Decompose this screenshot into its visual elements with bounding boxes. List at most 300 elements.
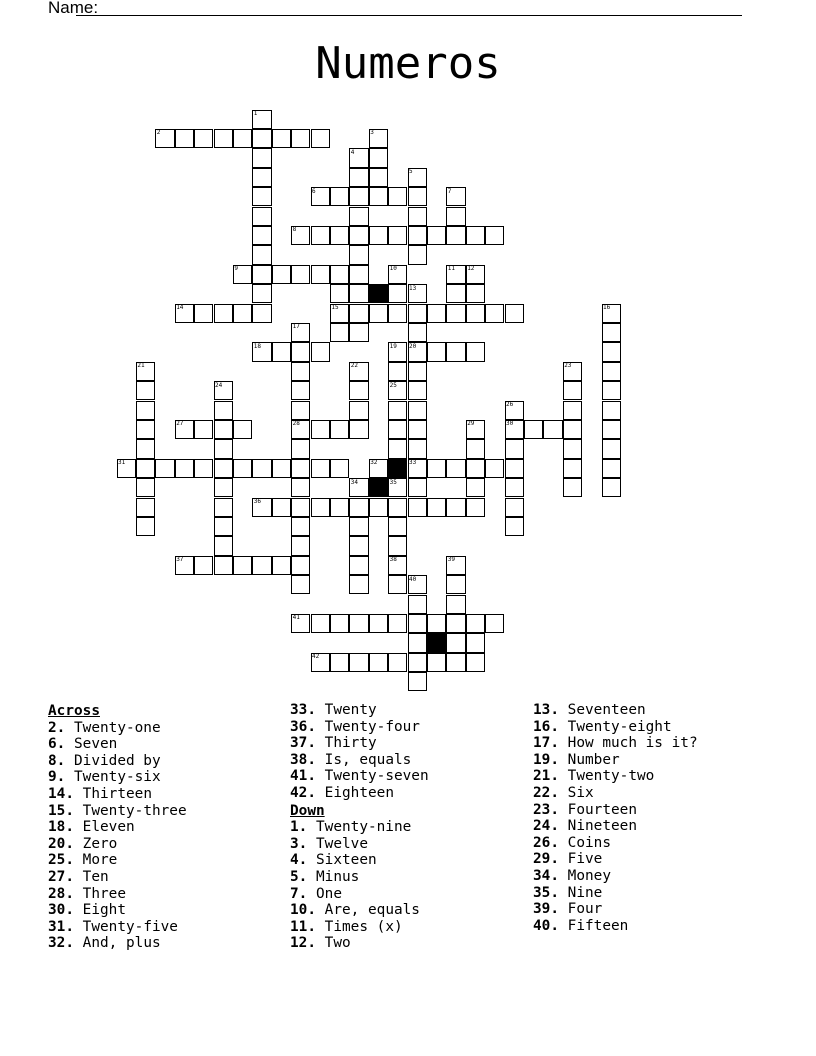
grid-cell[interactable] <box>291 575 310 594</box>
clue-number-label: 3 <box>370 129 374 137</box>
across-heading: Across <box>48 703 100 719</box>
grid-cell[interactable] <box>291 439 310 458</box>
grid-cell[interactable] <box>505 478 524 497</box>
grid-cell[interactable] <box>233 129 252 148</box>
grid-cell[interactable] <box>369 304 388 323</box>
clue-number-label: 16 <box>603 304 611 311</box>
grid-cell[interactable] <box>252 168 271 187</box>
grid-cell[interactable] <box>543 420 562 439</box>
grid-cell[interactable] <box>446 653 465 672</box>
grid-cell[interactable] <box>485 226 504 245</box>
grid-cell[interactable] <box>349 498 368 517</box>
clue-item <box>48 852 187 869</box>
clue-number: 27. <box>48 868 74 885</box>
clue-item <box>290 869 429 886</box>
grid-cell[interactable] <box>408 401 427 420</box>
grid-cell[interactable] <box>233 420 252 439</box>
clue-number: 19. <box>533 751 559 768</box>
clue-number-label: 22 <box>350 362 359 370</box>
grid-cell[interactable] <box>563 459 582 478</box>
clue-number-label: 24 <box>215 381 223 389</box>
grid-cell[interactable] <box>408 226 427 245</box>
clue-text: Seventeen <box>567 702 646 718</box>
grid-cell[interactable] <box>369 498 388 517</box>
grid-cell[interactable] <box>446 633 465 652</box>
grid-cell[interactable] <box>136 517 155 536</box>
grid-cell[interactable] <box>311 498 330 517</box>
grid-cell[interactable] <box>272 265 291 284</box>
clue-text: Five <box>567 851 603 868</box>
clue-number-label: 32 <box>370 459 378 467</box>
grid-cell[interactable] <box>291 459 310 478</box>
grid-cell[interactable] <box>563 439 582 458</box>
grid-cell[interactable] <box>466 498 485 517</box>
grid-cell[interactable] <box>446 304 465 323</box>
grid-cell[interactable] <box>252 187 271 206</box>
grid-cell[interactable] <box>214 478 233 497</box>
clue-number: 16. <box>533 718 559 735</box>
grid-cell[interactable] <box>388 536 407 555</box>
grid-cell[interactable] <box>505 304 524 323</box>
clue-text: Twenty-nine <box>316 819 412 836</box>
grid-cell[interactable] <box>388 284 407 303</box>
clue-item <box>48 769 187 786</box>
grid-cell[interactable] <box>602 381 621 400</box>
grid-cell[interactable] <box>330 226 349 245</box>
grid-cell[interactable] <box>311 265 330 284</box>
clue-number-label: 31 <box>118 459 126 467</box>
grid-cell[interactable] <box>214 498 233 517</box>
clue-number: 41. <box>290 768 316 785</box>
grid-cell[interactable] <box>446 614 465 633</box>
clue-text: Seven <box>74 736 118 753</box>
grid-cell[interactable] <box>388 575 407 594</box>
grid-cell[interactable] <box>136 498 155 517</box>
clue-number: 22. <box>533 784 559 801</box>
clue-text: How much is it? <box>567 735 698 752</box>
grid-cell[interactable] <box>408 478 427 497</box>
grid-cell[interactable] <box>369 226 388 245</box>
grid-cell[interactable] <box>214 459 233 478</box>
clue-number: 5. <box>290 868 308 885</box>
grid-cell[interactable] <box>446 595 465 614</box>
grid-cell[interactable] <box>349 168 368 187</box>
clue-item <box>290 785 429 802</box>
grid-cell[interactable] <box>291 517 310 536</box>
clue-number-label: 25 <box>389 381 397 389</box>
clue-column-2 <box>290 702 429 952</box>
clue-number-label: 28 <box>292 420 300 428</box>
clue-text: Twenty-six <box>74 769 161 786</box>
clue-number: 11. <box>290 918 316 935</box>
grid-cell[interactable] <box>233 459 252 478</box>
grid-cell[interactable] <box>446 284 465 303</box>
grid-cell[interactable] <box>408 323 427 342</box>
grid-cell[interactable] <box>330 284 349 303</box>
grid-cell[interactable] <box>136 439 155 458</box>
grid-cell[interactable] <box>349 381 368 400</box>
grid-cell[interactable] <box>602 420 621 439</box>
grid-cell[interactable] <box>291 342 310 361</box>
grid-cell[interactable] <box>369 148 388 167</box>
grid-cell[interactable] <box>427 653 446 672</box>
grid-cell[interactable] <box>330 187 349 206</box>
clue-text: Money <box>567 867 611 884</box>
grid-cell[interactable] <box>388 226 407 245</box>
grid-cell[interactable] <box>349 536 368 555</box>
grid-cell[interactable] <box>466 342 485 361</box>
grid-cell[interactable] <box>427 498 446 517</box>
grid-cell[interactable] <box>602 478 621 497</box>
clue-number-label: 9 <box>234 265 239 273</box>
clue-item <box>290 752 429 769</box>
grid-cell[interactable] <box>369 614 388 633</box>
grid-cell[interactable] <box>272 129 291 148</box>
grid-cell[interactable] <box>505 459 524 478</box>
clue-text: Two <box>324 935 351 952</box>
grid-cell[interactable] <box>291 478 310 497</box>
clue-number-label: 12 <box>467 265 475 273</box>
clue-column-3 <box>533 702 698 934</box>
grid-cell[interactable] <box>291 536 310 555</box>
clue-text: Twenty-two <box>567 768 655 785</box>
grid-cell[interactable] <box>136 478 155 497</box>
grid-cell[interactable] <box>252 459 271 478</box>
clue-item <box>48 753 187 770</box>
grid-cell[interactable] <box>252 226 271 245</box>
grid-cell[interactable] <box>408 420 427 439</box>
grid-cell[interactable] <box>408 439 427 458</box>
grid-cell[interactable] <box>330 498 349 517</box>
grid-cell[interactable] <box>427 614 446 633</box>
grid-cell[interactable] <box>194 304 213 323</box>
grid-cell[interactable] <box>330 265 349 284</box>
grid-cell[interactable] <box>388 187 407 206</box>
grid-cell[interactable] <box>466 304 485 323</box>
grid-cell[interactable] <box>330 420 349 439</box>
grid-cell[interactable] <box>214 439 233 458</box>
clue-number: 14. <box>48 785 74 802</box>
grid-cell[interactable] <box>272 342 291 361</box>
clue-number-label: 42 <box>312 653 320 661</box>
grid-cell[interactable] <box>427 342 446 361</box>
grid-cell[interactable] <box>155 459 174 478</box>
clue-number-label: 40 <box>409 575 417 583</box>
grid-cell[interactable] <box>388 420 407 439</box>
grid-cell[interactable] <box>349 517 368 536</box>
grid-cell[interactable] <box>602 459 621 478</box>
grid-cell[interactable] <box>252 304 271 323</box>
grid-cell[interactable] <box>466 226 485 245</box>
clue-number-label: 13 <box>409 284 417 292</box>
clue-number-label: 7 <box>447 187 452 195</box>
grid-cell[interactable] <box>349 245 368 264</box>
grid-cell[interactable] <box>408 207 427 226</box>
clue-text: Divided by <box>74 752 161 769</box>
grid-cell[interactable] <box>194 129 213 148</box>
grid-cell[interactable] <box>349 614 368 633</box>
grid-cell[interactable] <box>446 459 465 478</box>
grid-cell[interactable] <box>252 245 271 264</box>
grid-cell[interactable] <box>369 653 388 672</box>
grid-cell[interactable] <box>602 401 621 420</box>
grid-cell[interactable] <box>252 129 271 148</box>
grid-cell[interactable] <box>349 556 368 575</box>
clue-number: 20. <box>48 835 74 852</box>
grid-cell[interactable] <box>330 614 349 633</box>
grid-cell[interactable] <box>272 459 291 478</box>
clue-number-label: 41 <box>292 614 300 622</box>
clue-number: 18. <box>48 819 74 836</box>
grid-cell[interactable] <box>602 439 621 458</box>
grid-cell[interactable] <box>311 226 330 245</box>
clue-number: 38. <box>290 751 316 768</box>
clue-item <box>48 720 187 737</box>
clue-item <box>48 869 187 886</box>
grid-cell[interactable] <box>408 304 427 323</box>
clue-item <box>533 735 698 752</box>
clue-number-label: 11 <box>447 265 456 273</box>
grid-cell[interactable] <box>214 304 233 323</box>
clue-number-label: 21 <box>137 362 145 370</box>
grid-cell[interactable] <box>408 381 427 400</box>
grid-cell[interactable] <box>446 575 465 594</box>
grid-cell[interactable] <box>291 498 310 517</box>
clue-number: 25. <box>48 852 74 869</box>
grid-cell[interactable] <box>311 420 330 439</box>
clue-text: Eighteen <box>324 784 394 801</box>
grid-cell[interactable] <box>194 556 213 575</box>
grid-cell[interactable] <box>136 459 155 478</box>
grid-cell[interactable] <box>214 129 233 148</box>
grid-cell[interactable] <box>466 439 485 458</box>
grid-cell[interactable] <box>349 653 368 672</box>
clue-number: 29. <box>533 851 559 868</box>
grid-cell[interactable] <box>233 556 252 575</box>
grid-cell[interactable] <box>194 420 213 439</box>
grid-cell[interactable] <box>252 207 271 226</box>
clue-text: Is, equals <box>324 751 412 768</box>
clue-item <box>533 768 698 785</box>
grid-cell[interactable] <box>272 498 291 517</box>
grid-cell[interactable] <box>291 556 310 575</box>
clue-number: 9. <box>48 769 66 786</box>
clue-item <box>533 818 698 835</box>
black-square <box>369 284 388 303</box>
grid-cell[interactable] <box>408 187 427 206</box>
grid-cell[interactable] <box>252 284 271 303</box>
clue-item <box>290 919 429 936</box>
clue-item <box>48 886 187 903</box>
grid-cell[interactable] <box>408 498 427 517</box>
grid-cell[interactable] <box>349 401 368 420</box>
grid-cell[interactable] <box>330 459 349 478</box>
grid-cell[interactable] <box>524 420 543 439</box>
clue-item <box>290 702 429 719</box>
grid-cell[interactable] <box>349 323 368 342</box>
grid-cell[interactable] <box>194 459 213 478</box>
grid-cell[interactable] <box>466 459 485 478</box>
clue-item <box>533 802 698 819</box>
grid-cell[interactable] <box>408 633 427 652</box>
clue-item <box>290 735 429 752</box>
grid-cell[interactable] <box>291 381 310 400</box>
clue-item <box>290 836 429 853</box>
grid-cell[interactable] <box>175 129 194 148</box>
grid-cell[interactable] <box>446 226 465 245</box>
grid-cell[interactable] <box>446 498 465 517</box>
clue-number: 6. <box>48 736 66 753</box>
clue-item <box>290 935 429 952</box>
grid-cell[interactable] <box>466 284 485 303</box>
grid-cell[interactable] <box>311 129 330 148</box>
clue-text: Thirteen <box>82 785 152 802</box>
grid-cell[interactable] <box>252 148 271 167</box>
grid-cell[interactable] <box>408 595 427 614</box>
grid-cell[interactable] <box>388 614 407 633</box>
grid-cell[interactable] <box>446 342 465 361</box>
clue-number-label: 34 <box>350 478 359 486</box>
grid-cell[interactable] <box>466 633 485 652</box>
clue-number-label: 8 <box>292 226 297 234</box>
grid-cell[interactable] <box>349 187 368 206</box>
grid-cell[interactable] <box>563 478 582 497</box>
grid-cell[interactable] <box>136 420 155 439</box>
grid-cell[interactable] <box>388 517 407 536</box>
grid-cell[interactable] <box>408 362 427 381</box>
grid-cell[interactable] <box>388 498 407 517</box>
clue-number: 42. <box>290 784 316 801</box>
grid-cell[interactable] <box>233 304 252 323</box>
clue-number-label: 5 <box>409 168 413 176</box>
clue-number: 33. <box>290 702 316 718</box>
clue-number-label: 1 <box>253 110 258 117</box>
grid-cell[interactable] <box>349 304 368 323</box>
clue-text: Twelve <box>316 835 368 852</box>
name-input-line[interactable] <box>76 15 742 16</box>
grid-cell[interactable] <box>505 517 524 536</box>
grid-cell[interactable] <box>349 226 368 245</box>
clue-number-label: 19 <box>389 342 397 350</box>
clue-number: 17. <box>533 735 559 752</box>
grid-cell[interactable] <box>330 653 349 672</box>
clue-item <box>290 852 429 869</box>
grid-cell[interactable] <box>505 498 524 517</box>
grid-cell[interactable] <box>291 265 310 284</box>
grid-cell[interactable] <box>446 207 465 226</box>
grid-cell[interactable] <box>175 459 194 478</box>
grid-cell[interactable] <box>311 614 330 633</box>
black-square <box>388 459 407 478</box>
grid-cell[interactable] <box>214 556 233 575</box>
grid-cell[interactable] <box>291 129 310 148</box>
grid-cell[interactable] <box>369 168 388 187</box>
clue-item <box>533 885 698 902</box>
clue-text: Nineteen <box>567 818 637 835</box>
grid-cell[interactable] <box>427 226 446 245</box>
grid-cell[interactable] <box>214 401 233 420</box>
clue-item <box>48 902 187 919</box>
grid-cell[interactable] <box>466 478 485 497</box>
grid-cell[interactable] <box>349 284 368 303</box>
grid-cell[interactable] <box>602 362 621 381</box>
grid-cell[interactable] <box>408 245 427 264</box>
grid-cell[interactable] <box>349 420 368 439</box>
clue-number-label: 15 <box>331 304 339 311</box>
grid-cell[interactable] <box>252 265 271 284</box>
grid-cell[interactable] <box>388 362 407 381</box>
clue-number-label: 26 <box>506 401 514 408</box>
puzzle-title: Numeros <box>315 38 501 89</box>
clue-number: 15. <box>48 802 74 819</box>
grid-cell[interactable] <box>214 536 233 555</box>
grid-cell[interactable] <box>369 187 388 206</box>
clue-number: 23. <box>533 801 559 818</box>
clue-number: 31. <box>48 918 74 935</box>
grid-cell[interactable] <box>252 556 271 575</box>
clue-text: Fifteen <box>567 917 629 934</box>
grid-cell[interactable] <box>136 381 155 400</box>
clue-item <box>533 785 698 802</box>
clue-item <box>48 803 187 820</box>
grid-cell[interactable] <box>485 614 504 633</box>
grid-cell[interactable] <box>466 614 485 633</box>
grid-cell[interactable] <box>330 323 349 342</box>
clue-column-1 <box>48 702 187 952</box>
grid-cell[interactable] <box>485 459 504 478</box>
clue-item <box>48 935 187 952</box>
grid-cell[interactable] <box>388 401 407 420</box>
grid-cell[interactable] <box>563 420 582 439</box>
grid-cell[interactable] <box>505 439 524 458</box>
clue-number-label: 33 <box>409 459 417 467</box>
clue-text: Ten <box>82 868 109 885</box>
grid-cell[interactable] <box>349 575 368 594</box>
grid-cell[interactable] <box>408 614 427 633</box>
clue-text: Twenty-seven <box>324 768 429 785</box>
down-clue-list <box>290 819 429 952</box>
clue-number: 26. <box>533 834 559 851</box>
clue-text: Six <box>567 784 594 801</box>
grid-cell[interactable] <box>214 517 233 536</box>
grid-cell[interactable] <box>272 556 291 575</box>
grid-cell[interactable] <box>311 342 330 361</box>
grid-cell[interactable] <box>388 653 407 672</box>
grid-cell[interactable] <box>291 401 310 420</box>
grid-cell[interactable] <box>563 381 582 400</box>
grid-cell[interactable] <box>388 439 407 458</box>
clue-number: 35. <box>533 884 559 901</box>
grid-cell[interactable] <box>214 420 233 439</box>
clue-item <box>533 702 698 719</box>
grid-cell[interactable] <box>602 323 621 342</box>
grid-cell[interactable] <box>291 362 310 381</box>
grid-cell[interactable] <box>485 304 504 323</box>
clue-number: 32. <box>48 935 74 952</box>
grid-cell[interactable] <box>427 459 446 478</box>
grid-cell[interactable] <box>311 459 330 478</box>
grid-cell[interactable] <box>388 304 407 323</box>
grid-cell[interactable] <box>349 207 368 226</box>
grid-cell[interactable] <box>466 653 485 672</box>
grid-cell[interactable] <box>427 304 446 323</box>
grid-cell[interactable] <box>349 265 368 284</box>
grid-cell[interactable] <box>602 342 621 361</box>
grid-cell[interactable] <box>563 401 582 420</box>
grid-cell[interactable] <box>408 672 427 691</box>
grid-cell[interactable] <box>408 653 427 672</box>
grid-cell[interactable] <box>136 401 155 420</box>
